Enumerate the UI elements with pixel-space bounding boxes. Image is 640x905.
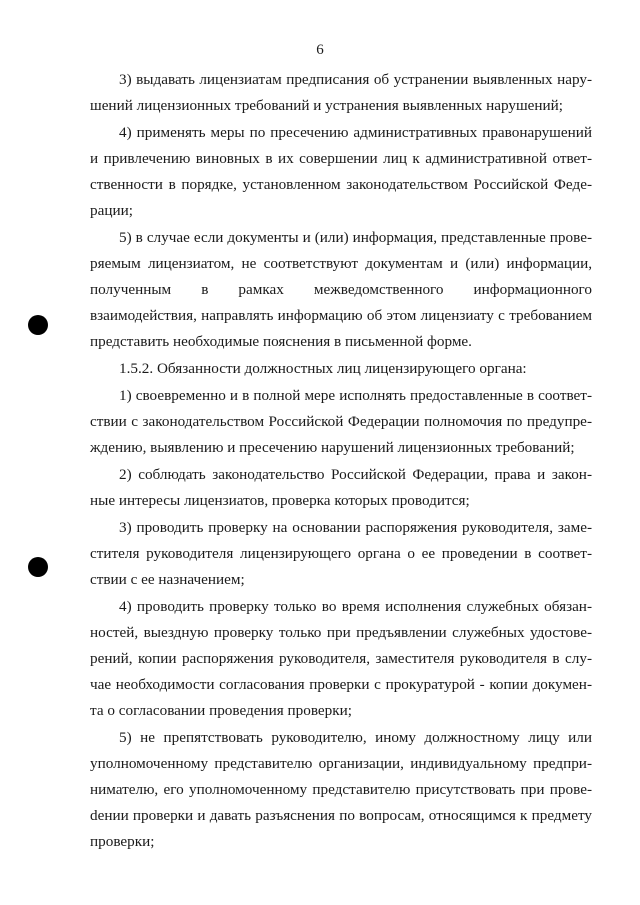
punch-hole-mark (28, 557, 48, 577)
document-body (90, 67, 592, 856)
section-heading: 1.5.2. Обязанности должностных лиц лицензирующего органа: (119, 360, 527, 377)
paragraph: 5) не препятствовать руководителю, иному должностному лицу или уполномоченному представителю организации, индивидуальному предпринимателю, его уполномоченному представителю присутствовать при провеdении проверки и давать разъяснения по вопросам, относящимся к предмету проверки; (90, 729, 592, 850)
paragraph: 3) выдавать лицензиатам предписания об устранении выявленных нарушений лицензионных требований и устранения выявленных нарушений; (90, 71, 592, 114)
paragraph: 2) соблюдать законодательство Российской Федерации, права и законные интересы лицензиатов, проверка которых проводится; (90, 466, 592, 509)
paragraph: 4) применять меры по пресечению административных правонарушений и привлечению виновных в их совершении лиц к административной ответственности в порядке, установленном законодательством Российской Федерации; (90, 124, 592, 219)
paragraph: 3) проводить проверку на основании распоряжения руководителя, заместителя руководителя лицензирующего органа о ее проведении в соответствии с ее назначением; (90, 519, 592, 588)
paragraph: 5) в случае если документы и (или) информация, представленные проверяемым лицензиатом, не соответствуют документам и (или) информации, полученным в рамках межведомственного информационного взаимодействия, направлять информацию об этом лицензиату с требованием представить необходимые пояснения в письменной форме. (90, 229, 592, 350)
paragraph: 1) своевременно и в полной мере исполнять предоставленные в соответствии с законодательством Российской Федерации полномочия по предупреждению, выявлению и пресечению нарушений лицензионных требований; (90, 387, 592, 456)
punch-hole-mark (28, 315, 48, 335)
page-number: 6 (316, 42, 324, 58)
paragraph: 4) проводить проверку только во время исполнения служебных обязанностей, выездную проверку только при предъявлении служебных удостоверений, копии распоряжения руководителя, заместителя руководителя в случае необходимости согласования проверки с прокуратурой - копии документа о согласовании проведения проверки; (90, 598, 592, 719)
